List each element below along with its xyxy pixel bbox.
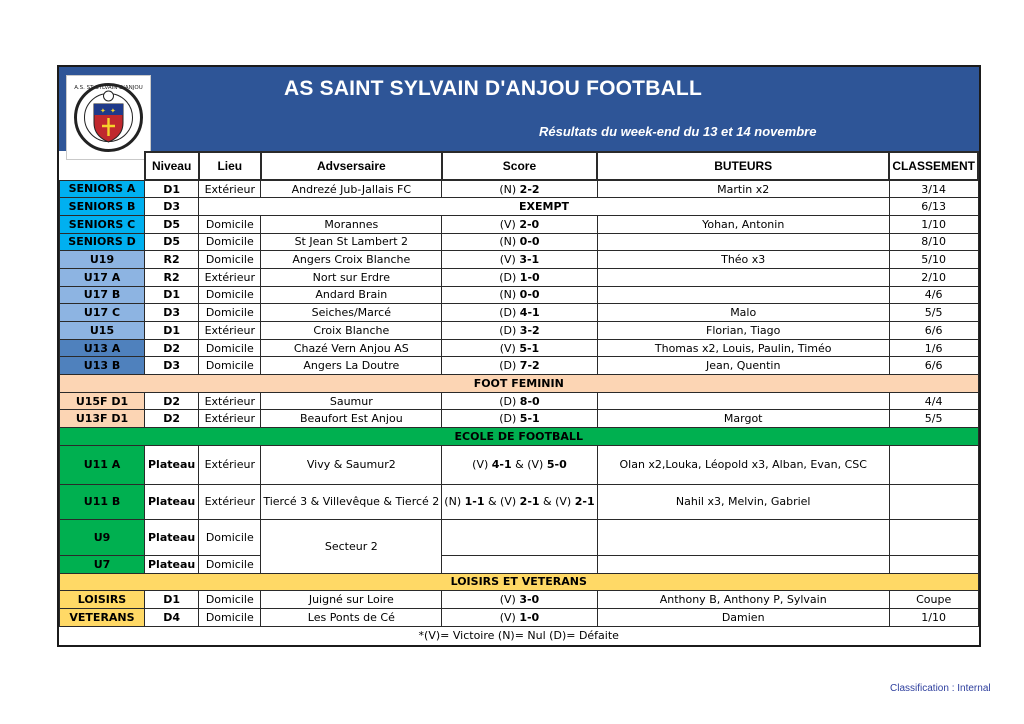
score-prefix: (N) — [499, 182, 520, 196]
lieu-cell: Domicile — [199, 357, 261, 375]
results-sheet — [57, 65, 981, 647]
lieu-cell: Extérieur — [199, 445, 261, 484]
score-prefix: (D) — [499, 306, 520, 320]
score-prefix: & (V) — [511, 458, 547, 472]
adversaire-cell: Morannes — [261, 215, 442, 233]
buteurs-cell — [597, 233, 889, 251]
score-prefix: (N) — [444, 495, 465, 509]
team-name: U9 — [60, 519, 145, 555]
buteurs-cell: Malo — [597, 304, 889, 322]
team-name: U15F D1 — [60, 392, 145, 410]
score-cell — [442, 251, 597, 269]
score-prefix: (V) — [499, 593, 520, 607]
team-name: U17 B — [60, 286, 145, 304]
svg-text:✦: ✦ — [110, 107, 116, 115]
buteurs-cell — [597, 286, 889, 304]
table-row — [60, 198, 979, 216]
classement-cell: 1/6 — [889, 339, 978, 357]
lieu-cell: Domicile — [199, 251, 261, 269]
table-row — [60, 519, 979, 555]
niveau-cell: Plateau — [145, 445, 199, 484]
adversaire-cell: Seiches/Marcé — [261, 304, 442, 322]
score-prefix: (D) — [499, 323, 520, 337]
table-row — [60, 251, 979, 269]
team-name: U19 — [60, 251, 145, 269]
buteurs-cell: Florian, Tiago — [597, 322, 889, 340]
logo-text: A.S. ST SYLVAIN D'ANJOU — [74, 85, 143, 91]
score-cell — [442, 591, 597, 609]
score-value: 2-2 — [519, 182, 540, 196]
header-banner — [59, 67, 979, 151]
club-crest-icon — [67, 76, 150, 159]
score-prefix: (D) — [499, 412, 520, 426]
score-prefix: (D) — [499, 270, 520, 284]
score-cell — [442, 339, 597, 357]
niveau-cell: R2 — [145, 268, 199, 286]
table-row — [60, 410, 979, 428]
score-value: 2-1 — [519, 495, 540, 509]
adversaire-cell: Angers Croix Blanche — [261, 251, 442, 269]
niveau-cell: Plateau — [145, 484, 199, 519]
adversaire-cell: Andard Brain — [261, 286, 442, 304]
niveau-cell: D1 — [145, 286, 199, 304]
score-value: 5-0 — [546, 458, 567, 472]
score-value: 0-0 — [519, 288, 540, 302]
score-cell — [442, 608, 597, 626]
niveau-cell: D4 — [145, 608, 199, 626]
buteurs-cell: Théo x3 — [597, 251, 889, 269]
buteurs-cell — [597, 268, 889, 286]
adversaire-cell: Andrezé Jub-Jallais FC — [261, 180, 442, 198]
column-header-score: Score — [442, 152, 597, 180]
column-header-niveau: Niveau — [145, 152, 199, 180]
table-row — [60, 484, 979, 519]
score-cell — [442, 519, 597, 555]
adversaire-cell: Tiercé 3 & Villevêque & Tiercé 2 — [261, 484, 442, 519]
lieu-cell: Domicile — [199, 591, 261, 609]
adversaire-cell: Secteur 2 — [261, 519, 442, 573]
score-prefix: (V) — [499, 341, 520, 355]
adversaire-cell: Angers La Doutre — [261, 357, 442, 375]
niveau-cell: Plateau — [145, 555, 199, 573]
score-cell — [442, 392, 597, 410]
niveau-cell: D5 — [145, 215, 199, 233]
adversaire-cell: Les Ponts de Cé — [261, 608, 442, 626]
score-cell — [442, 322, 597, 340]
team-name: U17 A — [60, 268, 145, 286]
column-header-classement: CLASSEMENT — [889, 152, 978, 180]
team-name: U11 B — [60, 484, 145, 519]
section-title: LOISIRS ET VETERANS — [60, 573, 979, 591]
table-row — [60, 322, 979, 340]
score-cell — [442, 410, 597, 428]
score-cell — [442, 555, 597, 573]
score-value: 3-1 — [519, 253, 540, 267]
lieu-cell: Extérieur — [199, 410, 261, 428]
page-subtitle: Résultats du week-end du 13 et 14 novembre — [539, 124, 817, 139]
niveau-cell: D1 — [145, 322, 199, 340]
lieu-cell: Domicile — [199, 304, 261, 322]
score-cell — [442, 304, 597, 322]
score-cell — [442, 268, 597, 286]
classement-cell: 2/10 — [889, 268, 978, 286]
team-name: U13F D1 — [60, 410, 145, 428]
classement-cell: 6/6 — [889, 322, 978, 340]
score-value: 4-1 — [519, 306, 540, 320]
table-row — [60, 608, 979, 626]
svg-text:✦: ✦ — [100, 107, 106, 115]
niveau-cell: Plateau — [145, 519, 199, 555]
table-row — [60, 445, 979, 484]
section-title: ECOLE DE FOOTBALL — [60, 428, 979, 446]
adversaire-cell: St Jean St Lambert 2 — [261, 233, 442, 251]
adversaire-cell: Beaufort Est Anjou — [261, 410, 442, 428]
score-value: 5-1 — [519, 341, 540, 355]
classement-cell: 5/10 — [889, 251, 978, 269]
team-name: U13 A — [60, 339, 145, 357]
buteurs-cell: Damien — [597, 608, 889, 626]
table-row — [60, 555, 979, 573]
classement-cell: 8/10 — [889, 233, 978, 251]
section-title: FOOT FEMININ — [60, 375, 979, 393]
team-name: U15 — [60, 322, 145, 340]
adversaire-cell: Chazé Vern Anjou AS — [261, 339, 442, 357]
table-header-row — [60, 152, 979, 180]
lieu-cell: Domicile — [199, 286, 261, 304]
buteurs-cell: Olan x2,Louka, Léopold x3, Alban, Evan, CSC — [597, 445, 889, 484]
team-name: SENIORS C — [60, 215, 145, 233]
score-prefix: (V) — [499, 217, 520, 231]
table-row — [60, 180, 979, 198]
score-value: 7-2 — [519, 359, 540, 373]
score-prefix: (D) — [499, 394, 520, 408]
lieu-cell: Domicile — [199, 608, 261, 626]
niveau-cell: D3 — [145, 198, 199, 216]
score-prefix: (V) — [499, 610, 520, 624]
niveau-cell: D3 — [145, 357, 199, 375]
score-prefix: & (V) — [539, 495, 575, 509]
score-prefix: & (V) — [484, 495, 520, 509]
team-name: U17 C — [60, 304, 145, 322]
classement-cell: 4/4 — [889, 392, 978, 410]
table-row — [60, 233, 979, 251]
page-title: AS SAINT SYLVAIN D'ANJOU FOOTBALL — [284, 77, 702, 100]
niveau-cell: D5 — [145, 233, 199, 251]
niveau-cell: D2 — [145, 392, 199, 410]
classement-cell: Coupe — [889, 591, 978, 609]
exempt-cell: EXEMPT — [199, 198, 890, 216]
team-name: VETERANS — [60, 608, 145, 626]
score-value: 1-1 — [464, 495, 485, 509]
buteurs-cell: Anthony B, Anthony P, Sylvain — [597, 591, 889, 609]
niveau-cell: D2 — [145, 410, 199, 428]
classement-cell: 3/14 — [889, 180, 978, 198]
lieu-cell: Domicile — [199, 555, 261, 573]
classement-cell: 1/10 — [889, 608, 978, 626]
team-name: U11 A — [60, 445, 145, 484]
buteurs-cell: Martin x2 — [597, 180, 889, 198]
lieu-cell: Domicile — [199, 233, 261, 251]
adversaire-cell: Nort sur Erdre — [261, 268, 442, 286]
score-cell — [442, 357, 597, 375]
buteurs-cell: Jean, Quentin — [597, 357, 889, 375]
score-cell — [442, 233, 597, 251]
adversaire-cell: Croix Blanche — [261, 322, 442, 340]
team-name: U13 B — [60, 357, 145, 375]
classement-cell: 6/6 — [889, 357, 978, 375]
score-prefix: (D) — [499, 359, 520, 373]
team-name: SENIORS A — [60, 180, 145, 198]
buteurs-cell — [597, 392, 889, 410]
header-blank-cell — [60, 152, 145, 180]
score-cell — [442, 484, 597, 519]
table-row — [60, 268, 979, 286]
score-value: 2-0 — [519, 217, 540, 231]
table-row — [60, 339, 979, 357]
section-row-loisirs — [60, 573, 979, 591]
table-row — [60, 304, 979, 322]
table-row — [60, 392, 979, 410]
score-value: 1-0 — [519, 610, 540, 624]
team-name: LOISIRS — [60, 591, 145, 609]
score-cell — [442, 180, 597, 198]
classement-cell — [889, 555, 978, 573]
score-legend: *(V)= Victoire (N)= Nul (D)= Défaite — [60, 626, 979, 644]
buteurs-cell: Yohan, Antonin — [597, 215, 889, 233]
legend-row — [60, 626, 979, 644]
section-row-foot-feminin — [60, 375, 979, 393]
lieu-cell: Extérieur — [199, 322, 261, 340]
lieu-cell: Domicile — [199, 519, 261, 555]
adversaire-cell: Vivy & Saumur2 — [261, 445, 442, 484]
classement-cell: 5/5 — [889, 304, 978, 322]
score-value: 1-0 — [519, 270, 540, 284]
column-header-adversaire: Advsersaire — [261, 152, 442, 180]
niveau-cell: D2 — [145, 339, 199, 357]
niveau-cell: D3 — [145, 304, 199, 322]
classement-cell: 6/13 — [889, 198, 978, 216]
team-name: SENIORS D — [60, 233, 145, 251]
score-value: 3-0 — [519, 593, 540, 607]
niveau-cell: D1 — [145, 591, 199, 609]
score-cell — [442, 445, 597, 484]
buteurs-cell: Thomas x2, Louis, Paulin, Timéo — [597, 339, 889, 357]
score-cell — [442, 286, 597, 304]
score-value: 2-1 — [574, 495, 595, 509]
classement-cell — [889, 445, 978, 484]
section-row-ecole — [60, 428, 979, 446]
lieu-cell: Extérieur — [199, 268, 261, 286]
classement-cell: 5/5 — [889, 410, 978, 428]
score-value: 0-0 — [519, 235, 540, 249]
adversaire-cell: Saumur — [261, 392, 442, 410]
club-logo — [66, 75, 151, 160]
score-prefix: (V) — [499, 253, 520, 267]
results-table — [59, 151, 979, 644]
score-cell — [442, 215, 597, 233]
classement-cell — [889, 519, 978, 555]
buteurs-cell: Margot — [597, 410, 889, 428]
column-header-lieu: Lieu — [199, 152, 261, 180]
lieu-cell: Extérieur — [199, 180, 261, 198]
buteurs-cell: Nahil x3, Melvin, Gabriel — [597, 484, 889, 519]
column-header-buteurs: BUTEURS — [597, 152, 889, 180]
classement-cell: 4/6 — [889, 286, 978, 304]
adversaire-cell: Juigné sur Loire — [261, 591, 442, 609]
score-value: 8-0 — [519, 394, 540, 408]
buteurs-cell — [597, 519, 889, 555]
buteurs-cell — [597, 555, 889, 573]
niveau-cell: R2 — [145, 251, 199, 269]
lieu-cell: Domicile — [199, 339, 261, 357]
score-value: 4-1 — [491, 458, 512, 472]
score-prefix: (N) — [499, 235, 520, 249]
score-prefix: (N) — [499, 288, 520, 302]
classement-cell — [889, 484, 978, 519]
score-value: 5-1 — [519, 412, 540, 426]
classement-cell: 1/10 — [889, 215, 978, 233]
score-prefix: (V) — [472, 458, 492, 472]
team-name: SENIORS B — [60, 198, 145, 216]
lieu-cell: Extérieur — [199, 392, 261, 410]
table-row — [60, 357, 979, 375]
table-row — [60, 286, 979, 304]
team-name: U7 — [60, 555, 145, 573]
classification-label: Classification : Internal — [890, 683, 991, 694]
score-value: 3-2 — [519, 323, 540, 337]
lieu-cell: Domicile — [199, 215, 261, 233]
table-row — [60, 591, 979, 609]
lieu-cell: Extérieur — [199, 484, 261, 519]
table-row — [60, 215, 979, 233]
niveau-cell: D1 — [145, 180, 199, 198]
